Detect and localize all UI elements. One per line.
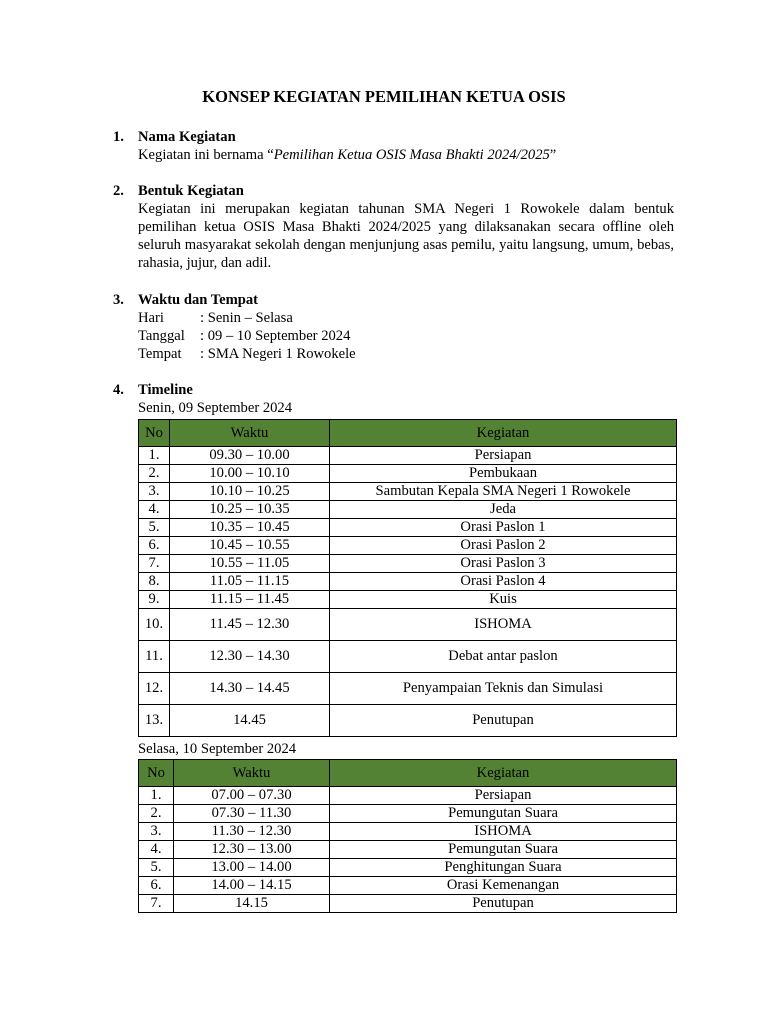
header-kegiatan: Kegiatan bbox=[330, 760, 677, 787]
cell-no: 5. bbox=[139, 859, 174, 877]
info-row-tanggal: Tanggal : 09 – 10 September 2024 bbox=[138, 328, 351, 344]
cell-no: 7. bbox=[139, 895, 174, 913]
table-row bbox=[139, 895, 677, 913]
day1-label: Senin, 09 September 2024 bbox=[138, 400, 293, 416]
section-paragraph: Kegiatan ini merupakan kegiatan tahunan SMA Negeri 1 Rowokele dalam bentuk pemilihan ketua OSIS Masa Bhakti 2024/2025 yang dilaksanakan secara offline oleh seluruh masyarakat sekolah dengan menjunjung asas pemilu, yaitu langsung, umum, bebas, rahasia, jujur, dan adil. bbox=[138, 201, 674, 271]
cell-kegiatan: Debat antar paslon bbox=[330, 641, 677, 673]
cell-kegiatan: Orasi Paslon 2 bbox=[330, 537, 677, 555]
cell-kegiatan: Persiapan bbox=[330, 787, 677, 805]
section-number: 2. bbox=[113, 183, 124, 199]
table-row bbox=[139, 841, 677, 859]
table-row bbox=[139, 447, 677, 465]
cell-waktu: 11.45 – 12.30 bbox=[170, 609, 330, 641]
cell-waktu: 14.30 – 14.45 bbox=[170, 673, 330, 705]
document-title: KONSEP KEGIATAN PEMILIHAN KETUA OSIS bbox=[202, 87, 566, 106]
cell-kegiatan: Pembukaan bbox=[330, 465, 677, 483]
section-text: Kegiatan ini bernama “Pemilihan Ketua OSIS Masa Bhakti 2024/2025” bbox=[138, 147, 557, 163]
cell-no: 12. bbox=[139, 673, 170, 705]
table-row bbox=[139, 823, 677, 841]
table-row bbox=[139, 483, 677, 501]
cell-kegiatan: Penutupan bbox=[330, 705, 677, 737]
section-heading: Nama Kegiatan bbox=[138, 129, 236, 145]
cell-waktu: 07.00 – 07.30 bbox=[174, 787, 330, 805]
cell-waktu: 14.15 bbox=[174, 895, 330, 913]
cell-kegiatan: ISHOMA bbox=[330, 823, 677, 841]
cell-no: 4. bbox=[139, 501, 170, 519]
table-row bbox=[139, 609, 677, 641]
cell-kegiatan: Kuis bbox=[330, 591, 677, 609]
cell-no: 11. bbox=[139, 641, 170, 673]
cell-no: 1. bbox=[139, 447, 170, 465]
table-header-row bbox=[139, 420, 677, 447]
cell-waktu: 13.00 – 14.00 bbox=[174, 859, 330, 877]
cell-kegiatan: Penghitungan Suara bbox=[330, 859, 677, 877]
header-waktu: Waktu bbox=[170, 420, 330, 447]
table-row bbox=[139, 641, 677, 673]
table-row bbox=[139, 877, 677, 895]
cell-kegiatan: Pemungutan Suara bbox=[330, 841, 677, 859]
cell-waktu: 10.45 – 10.55 bbox=[170, 537, 330, 555]
cell-no: 1. bbox=[139, 787, 174, 805]
cell-no: 2. bbox=[139, 805, 174, 823]
timeline-table-day1 bbox=[138, 419, 677, 737]
header-waktu: Waktu bbox=[174, 760, 330, 787]
table-row bbox=[139, 787, 677, 805]
table-row bbox=[139, 805, 677, 823]
header-no: No bbox=[139, 420, 170, 447]
section-heading: Waktu dan Tempat bbox=[138, 292, 259, 308]
info-row-hari: Hari : Senin – Selasa bbox=[138, 310, 293, 326]
cell-kegiatan: Penutupan bbox=[330, 895, 677, 913]
section-number: 3. bbox=[113, 292, 124, 308]
table-row bbox=[139, 555, 677, 573]
cell-no: 9. bbox=[139, 591, 170, 609]
cell-kegiatan: Sambutan Kepala SMA Negeri 1 Rowokele bbox=[330, 483, 677, 501]
cell-no: 7. bbox=[139, 555, 170, 573]
cell-kegiatan: Orasi Paslon 4 bbox=[330, 573, 677, 591]
table-row bbox=[139, 591, 677, 609]
cell-no: 3. bbox=[139, 483, 170, 501]
cell-waktu: 10.25 – 10.35 bbox=[170, 501, 330, 519]
cell-waktu: 10.35 – 10.45 bbox=[170, 519, 330, 537]
cell-waktu: 14.45 bbox=[170, 705, 330, 737]
cell-no: 6. bbox=[139, 877, 174, 895]
cell-waktu: 12.30 – 14.30 bbox=[170, 641, 330, 673]
cell-no: 6. bbox=[139, 537, 170, 555]
table-row bbox=[139, 519, 677, 537]
cell-kegiatan: ISHOMA bbox=[330, 609, 677, 641]
section-number: 4. bbox=[113, 382, 124, 398]
section-number: 1. bbox=[113, 129, 124, 145]
cell-waktu: 14.00 – 14.15 bbox=[174, 877, 330, 895]
table-row bbox=[139, 859, 677, 877]
timeline-table-day2 bbox=[138, 759, 677, 913]
cell-waktu: 10.10 – 10.25 bbox=[170, 483, 330, 501]
cell-kegiatan: Persiapan bbox=[330, 447, 677, 465]
cell-no: 3. bbox=[139, 823, 174, 841]
cell-kegiatan: Orasi Paslon 3 bbox=[330, 555, 677, 573]
cell-no: 10. bbox=[139, 609, 170, 641]
cell-waktu: 10.00 – 10.10 bbox=[170, 465, 330, 483]
table-row bbox=[139, 705, 677, 737]
section-heading: Timeline bbox=[138, 382, 193, 398]
cell-kegiatan: Orasi Paslon 1 bbox=[330, 519, 677, 537]
cell-no: 4. bbox=[139, 841, 174, 859]
table-row bbox=[139, 573, 677, 591]
cell-kegiatan: Jeda bbox=[330, 501, 677, 519]
day2-label: Selasa, 10 September 2024 bbox=[138, 741, 297, 757]
cell-kegiatan: Orasi Kemenangan bbox=[330, 877, 677, 895]
cell-no: 2. bbox=[139, 465, 170, 483]
cell-waktu: 10.55 – 11.05 bbox=[170, 555, 330, 573]
cell-kegiatan: Penyampaian Teknis dan Simulasi bbox=[330, 673, 677, 705]
cell-waktu: 09.30 – 10.00 bbox=[170, 447, 330, 465]
cell-waktu: 07.30 – 11.30 bbox=[174, 805, 330, 823]
info-row-tempat: Tempat : SMA Negeri 1 Rowokele bbox=[138, 346, 356, 362]
table-header-row bbox=[139, 760, 677, 787]
cell-waktu: 11.30 – 12.30 bbox=[174, 823, 330, 841]
table-row bbox=[139, 537, 677, 555]
header-no: No bbox=[139, 760, 174, 787]
table-row bbox=[139, 465, 677, 483]
table-row bbox=[139, 501, 677, 519]
header-kegiatan: Kegiatan bbox=[330, 420, 677, 447]
cell-no: 8. bbox=[139, 573, 170, 591]
cell-waktu: 11.15 – 11.45 bbox=[170, 591, 330, 609]
cell-no: 13. bbox=[139, 705, 170, 737]
cell-kegiatan: Pemungutan Suara bbox=[330, 805, 677, 823]
cell-waktu: 11.05 – 11.15 bbox=[170, 573, 330, 591]
section-heading: Bentuk Kegiatan bbox=[138, 183, 244, 199]
table-row bbox=[139, 673, 677, 705]
cell-waktu: 12.30 – 13.00 bbox=[174, 841, 330, 859]
cell-no: 5. bbox=[139, 519, 170, 537]
